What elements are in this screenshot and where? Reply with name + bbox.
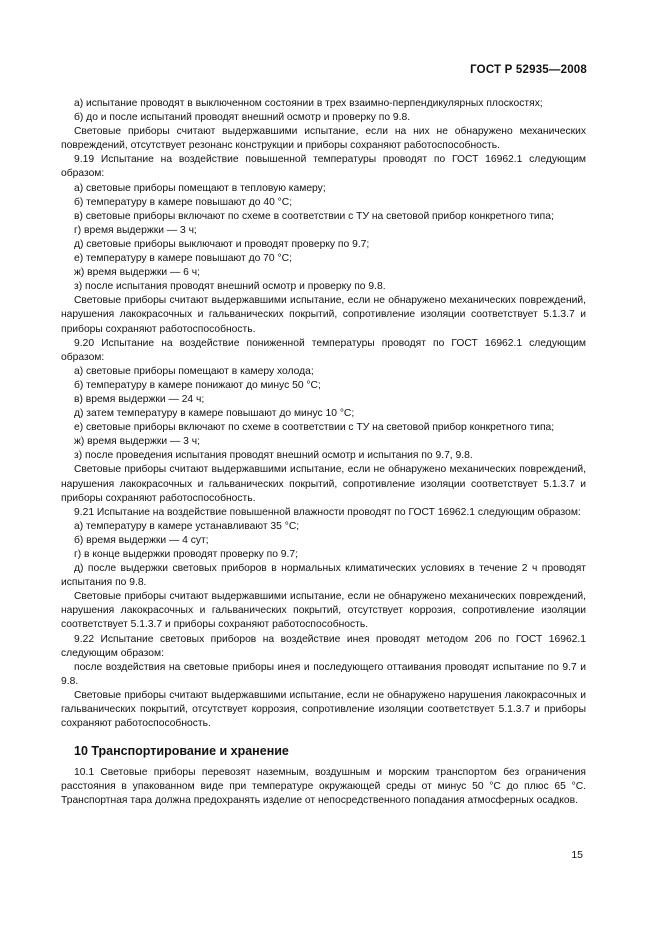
text-paragraph: Световые приборы считают выдержавшими испытание, если на них не обнаружено механических повреждений, отсутствует резонанс конструкции и приборы сохраняют работоспособность. <box>61 126 586 152</box>
text-paragraph: е) температуру в камере повышают до 70 °С; <box>74 253 292 265</box>
text-paragraph: Световые приборы считают выдержавшими испытание, если не обнаружено механических повреждений, нарушения лакокрасочных и гальванических покрытий, сопротивление изоляции соответствует 5.1.3.7 и приборы сохраняют работоспособность. <box>61 295 586 335</box>
text-paragraph: а) температуру в камере устанавливают 35 °С; <box>74 520 300 532</box>
text-paragraph: д) световые приборы выключают и проводят проверку по 9.7; <box>74 238 370 250</box>
text-paragraph: а) световые приборы помещают в тепловую камеру; <box>74 182 326 194</box>
text-paragraph: Световые приборы считают выдержавшими испытание, если не обнаружено механических повреждений, нарушения лакокрасочных и гальванических покрытий, отсутствует коррозия, сопротивление изоляции соответствует 5.1.3.7 и приборы сохраняют работоспособность. <box>61 591 586 631</box>
text-paragraph: 9.19 Испытание на воздействие повышенной температуры проводят по ГОСТ 16962.1 следующим образом: <box>61 154 586 180</box>
document-code: ГОСТ Р 52935—2008 <box>470 64 587 76</box>
text-paragraph: б) время выдержки — 4 сут; <box>74 534 209 546</box>
text-paragraph: г) в конце выдержки проводят проверку по 9.7; <box>74 549 298 560</box>
text-paragraph: ж) время выдержки — 6 ч; <box>74 267 200 279</box>
text-paragraph: Световые приборы считают выдержавшими испытание, если не обнаружено механических повреждений, нарушения лакокрасочных и гальванических покрытий, сопротивление изоляции соответствует 5.1.3.7 и приборы сохраняют работоспособность. <box>61 464 586 504</box>
text-paragraph: 10.1 Световые приборы перевозят наземным, воздушным и морским транспортом без ограничения расстояния в упакованном виде при температуре окружающей среды от минус 50 °С до плюс 65 °С. Транспортная тара должна предохранять изделие от непосредственного попадания атмосферных осадков. <box>61 767 586 807</box>
text-paragraph: ж) время выдержки — 3 ч; <box>74 436 200 448</box>
page-number: 15 <box>571 849 583 861</box>
text-paragraph: в) световые приборы включают по схеме в соответствии с ТУ на световой прибор конкретного типа; <box>74 210 554 222</box>
page-body <box>61 97 586 809</box>
text-paragraph: б) до и после испытаний проводят внешний осмотр и проверку по 9.8. <box>74 112 411 124</box>
text-paragraph: 9.21 Испытание на воздействие повышенной влажности проводят по ГОСТ 16962.1 следующим образом: <box>74 506 581 518</box>
section-heading: 10 Транспортирование и хранение <box>74 744 289 759</box>
text-paragraph: б) температуру в камере повышают до 40 °С; <box>74 196 293 208</box>
text-paragraph: а) испытание проводят в выключенном состоянии в трех взаимно-перпендикулярных плоскостях; <box>74 98 543 109</box>
text-paragraph: д) затем температуру в камере повышают до минус 10 °С; <box>74 408 355 420</box>
paragraphs-before-section <box>61 97 586 731</box>
text-paragraph: в) время выдержки — 24 ч; <box>74 393 205 405</box>
text-paragraph: е) световые приборы включают по схеме в соответствии с ТУ на световой прибор конкретного типа; <box>74 422 555 434</box>
text-paragraph: г) время выдержки — 3 ч; <box>74 224 197 236</box>
text-paragraph: з) после проведения испытания проводят внешний осмотр и испытания по 9.7, 9.8. <box>74 450 473 462</box>
text-paragraph: з) после испытания проводят внешний осмотр и проверку по 9.8. <box>74 281 386 293</box>
text-paragraph: 9.22 Испытание световых приборов на воздействие инея проводят методом 206 по ГОСТ 16962.1 следующим образом: <box>61 633 586 659</box>
text-paragraph: д) после выдержки световых приборов в нормальных климатических условиях в течение 2 ч проводят испытания по 9.8. <box>61 563 586 589</box>
paragraphs-after-section <box>61 766 586 808</box>
text-paragraph: б) температуру в камере понижают до минус 50 °С; <box>74 379 321 391</box>
text-paragraph: 9.20 Испытание на воздействие пониженной температуры проводят по ГОСТ 16962.1 следующим образом: <box>61 337 586 363</box>
text-paragraph: после воздействия на световые приборы инея и последующего оттаивания проводят испытание по 9.7 и 9.8. <box>61 661 586 687</box>
text-paragraph: а) световые приборы помещают в камеру холода; <box>74 365 314 377</box>
text-paragraph: Световые приборы считают выдержавшими испытание, если не обнаружено нарушения лакокрасочных и гальванических покрытий, отсутствует коррозия, сопротивление изоляции соответствует 5.1.3.7 и приборы сохраняют работоспособность. <box>61 689 586 730</box>
